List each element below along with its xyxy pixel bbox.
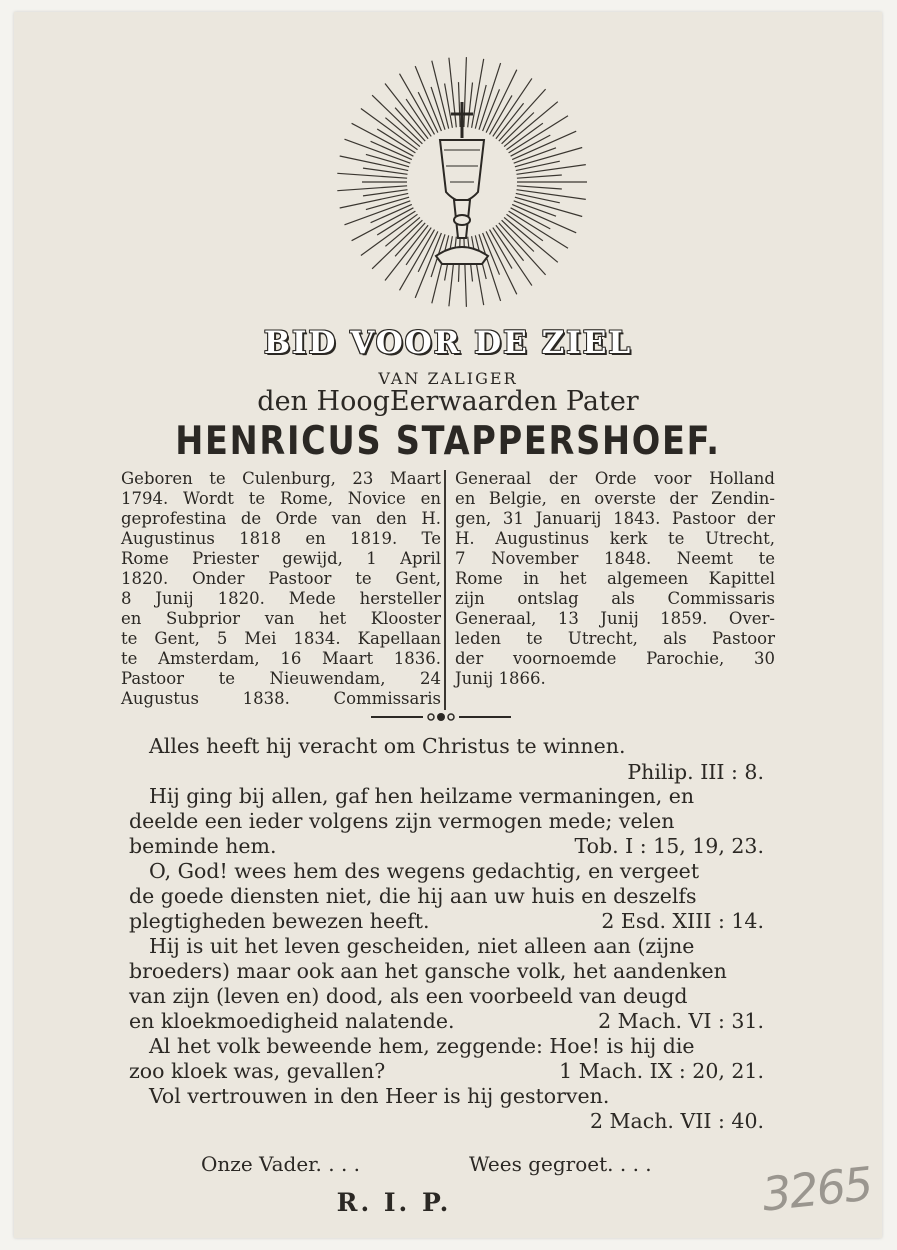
bio-line: te Amsterdam, 16 Maart 1836. [121, 649, 441, 668]
verse-line: Alles heeft hij veracht om Christus te winnen. [149, 734, 626, 758]
bio-line: Augustinus 1818 en 1819. Te [121, 529, 441, 548]
bio-line: en Belgie, en overste der Zendin- [455, 489, 775, 508]
bio-line: Pastoor te Nieuwendam, 24 [121, 669, 441, 688]
prayer-heading: BID VOOR DE ZIEL [263, 325, 633, 361]
verse-line: Hij ging bij allen, gaf hen heilzame vermaningen, en [149, 784, 695, 808]
verse-reference: 2 Mach. VII : 40. [589, 1109, 764, 1133]
verse-line: van zijn (leven en) dood, als een voorbeeld van deugd [129, 984, 688, 1008]
bio-line: Generaal der Orde voor Holland [455, 469, 775, 488]
bio-line: 8 Junij 1820. Mede hersteller [121, 589, 441, 608]
bio-line: Junij 1866. [455, 669, 546, 688]
bio-line: en Subprior van het Klooster [121, 609, 441, 628]
bio-line: Rome in het algemeen Kapittel [455, 569, 775, 588]
biography-left [121, 469, 441, 709]
column-divider [444, 470, 446, 710]
verse-line: broeders) maar ook aan het gansche volk, het aandenken [129, 959, 727, 983]
bio-line: gen, 31 Januarij 1843. Pastoor der [455, 509, 775, 528]
bio-line: Geboren te Culenburg, 23 Maart [121, 469, 441, 488]
biography-right [455, 469, 775, 689]
bio-line: te Gent, 5 Mei 1834. Kapellaan [121, 629, 441, 648]
verse-line: en kloekmoedigheid nalatende. [129, 1009, 455, 1033]
bio-line: zijn ontslag als Commissaris [455, 589, 775, 608]
verse-reference: 2 Mach. VI : 31. [598, 1009, 764, 1033]
bio-line: Rome Priester gewijd, 1 April [121, 549, 441, 568]
rip-text: R. I. P. [336, 1188, 452, 1217]
bio-line: leden te Utrecht, als Pastoor [455, 629, 775, 648]
verse-line: zoo kloek was, gevallen? [129, 1059, 386, 1083]
bio-line: 1794. Wordt te Rome, Novice en [121, 489, 441, 508]
bio-line: 7 November 1848. Neemt te [455, 549, 775, 568]
verse-line: beminde hem. [129, 834, 277, 858]
prayer-our-father: Onze Vader. . . . [201, 1152, 361, 1176]
verse-reference: 2 Esd. XIII : 14. [601, 909, 764, 933]
verse-reference: Tob. I : 15, 19, 23. [574, 834, 764, 858]
subheading: VAN ZALIGER [378, 369, 518, 388]
verse-line: deelde een ieder volgens zijn vermogen mede; velen [129, 809, 675, 833]
verse-reference: Philip. III : 8. [627, 760, 764, 784]
verse-line: Al het volk beweende hem, zeggende: Hoe! is hij die [149, 1034, 695, 1058]
verse-line: plegtigheden bewezen heeft. [129, 909, 430, 933]
bio-line: geprofestina de Orde van den H. [121, 509, 441, 528]
verse-reference: 1 Mach. IX : 20, 21. [559, 1059, 764, 1083]
bio-line: 1820. Onder Pastoor te Gent, [121, 569, 441, 588]
ornament-divider [371, 712, 511, 722]
prayer-hail-mary: Wees gegroet. . . . [469, 1152, 652, 1176]
catalog-number: 3265 [759, 1156, 874, 1222]
verse-line: Hij is uit het leven gescheiden, niet alleen aan (zijne [149, 934, 695, 958]
bio-line: Augustus 1838. Commissaris [121, 689, 441, 708]
chalice-icon [332, 42, 592, 322]
verse-line: de goede diensten niet, die hij aan uw huis en deszelfs [129, 884, 697, 908]
bio-line: Generaal, 13 Junij 1859. Over- [455, 609, 775, 628]
memorial-card [14, 12, 882, 1238]
bio-line: der voornoemde Parochie, 30 [455, 649, 775, 668]
title-line: den HoogEerwaarden Pater [257, 386, 639, 417]
deceased-name: HENRICUS STAPPERSHOEF. [175, 419, 721, 464]
verse-line: O, God! wees hem des wegens gedachtig, en vergeet [149, 859, 700, 883]
verse-line: Vol vertrouwen in den Heer is hij gestorven. [149, 1084, 610, 1108]
bio-line: H. Augustinus kerk te Utrecht, [455, 529, 775, 548]
